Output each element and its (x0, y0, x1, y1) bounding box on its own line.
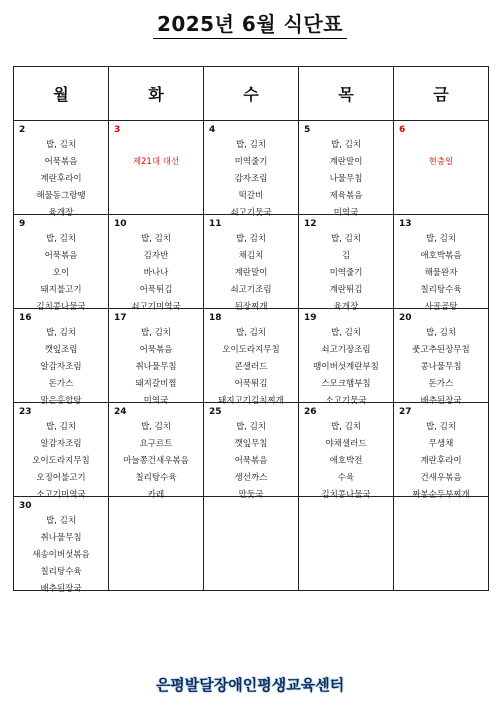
menu-item: 마늘쫑건새우볶음 (123, 456, 189, 466)
menu-item: 해물동그랑땡 (36, 191, 86, 201)
day-cell (109, 121, 204, 215)
menu-list (204, 325, 298, 410)
week-row (14, 403, 489, 497)
menu-item: 밥, 김치 (45, 140, 77, 150)
menu-item: 된장찌개 (234, 302, 268, 312)
day-number: 3 (114, 125, 121, 135)
menu-list (204, 419, 298, 504)
menu-item: 김 (341, 251, 351, 261)
menu-item: 밥, 김치 (425, 234, 457, 244)
menu-item: 밥, 김치 (140, 328, 172, 338)
day-number: 25 (209, 407, 222, 417)
menu-item: 만둣국 (238, 490, 264, 500)
menu-item: 어묵볶음 (44, 251, 78, 261)
menu-item: 취나물무침 (135, 362, 177, 372)
menu-item: 밥, 김치 (330, 234, 362, 244)
menu-item: 계란말이 (329, 157, 363, 167)
day-cell (204, 403, 299, 500)
menu-item: 맑은홍합탕 (40, 396, 82, 406)
day-cell (204, 215, 299, 312)
menu-item: 감자조림 (234, 174, 268, 184)
menu-item: 계란튀김 (329, 285, 363, 295)
weekday-header-wed: 수 (204, 67, 299, 121)
menu-item: 밥, 김치 (140, 422, 172, 432)
day-number: 13 (399, 219, 412, 229)
day-cell (14, 215, 109, 312)
menu-list (299, 325, 393, 410)
day-number: 11 (209, 219, 222, 229)
menu-item: 밥, 김치 (330, 328, 362, 338)
day-cell (109, 215, 204, 312)
day-cell (109, 497, 204, 591)
day-number: 20 (399, 313, 412, 323)
menu-item: 밥, 김치 (140, 234, 172, 244)
menu-item: 새송이버섯볶음 (32, 550, 90, 560)
menu-item: 카레 (147, 490, 165, 500)
menu-item: 배추된장국 (420, 396, 462, 406)
menu-item: 해물완자 (424, 268, 458, 278)
menu-item: 스모크햄부침 (321, 379, 371, 389)
menu-item: 애호박전 (329, 456, 363, 466)
menu-item: 육개장 (333, 302, 359, 312)
day-cell (394, 121, 489, 215)
menu-item: 오이도라지무침 (222, 345, 280, 355)
menu-item: 칠리탕수육 (420, 285, 462, 295)
menu-item: 야채샐러드 (325, 439, 367, 449)
menu-list (204, 231, 298, 316)
menu-item: 쇠고기미역국 (131, 302, 181, 312)
holiday-label (394, 137, 488, 154)
menu-item: 소고기미역국 (36, 490, 86, 500)
menu-item: 김치콩나물국 (36, 302, 86, 312)
menu-item: 밥, 김치 (425, 422, 457, 432)
day-cell (14, 121, 109, 218)
menu-list (109, 419, 203, 504)
menu-item: 소고기뭇국 (325, 396, 367, 406)
day-cell (394, 497, 489, 591)
menu-item: 건새우볶음 (420, 473, 462, 483)
menu-list (14, 419, 108, 504)
menu-item: 오이 (52, 268, 70, 278)
weekday-header-thu: 목 (299, 67, 394, 121)
weekday-header-tue: 화 (109, 67, 204, 121)
menu-item: 밥, 김치 (235, 422, 267, 432)
menu-item: 돼지갈비찜 (135, 379, 177, 389)
menu-item: 무생채 (428, 439, 454, 449)
menu-item: 알감자조림 (40, 362, 82, 372)
day-cell (299, 403, 394, 500)
menu-item: 계란후라이 (40, 174, 82, 184)
footer-wrap (0, 674, 500, 695)
menu-item: 쇠고기장조림 (321, 345, 371, 355)
menu-item: 짜봉순두부찌개 (412, 490, 470, 500)
menu-item: 밥, 김치 (330, 140, 362, 150)
menu-item: 쇠고기뭇국 (230, 208, 272, 218)
menu-item: 요구르트 (139, 439, 173, 449)
weekday-header-row (14, 67, 489, 121)
menu-list (299, 231, 393, 316)
day-cell (394, 309, 489, 406)
menu-item: 바나나 (143, 268, 169, 278)
menu-item: 애호박볶음 (420, 251, 462, 261)
day-number: 18 (209, 313, 222, 323)
menu-item: 밥, 김치 (235, 328, 267, 338)
menu-item: 콘샐러드 (234, 362, 268, 372)
menu-item: 어묵튀김 (139, 285, 173, 295)
menu-item: 밥, 김치 (45, 234, 77, 244)
menu-item: 사골곰탕 (424, 302, 458, 312)
day-cell (299, 215, 394, 312)
menu-list (109, 325, 203, 410)
day-number: 12 (304, 219, 317, 229)
calendar-body (14, 121, 489, 594)
menu-item: 제육볶음 (329, 191, 363, 201)
menu-item: 깻잎무침 (234, 439, 268, 449)
menu-item: 오징어불고기 (36, 473, 86, 483)
menu-item: 떡갈비 (238, 191, 264, 201)
day-cell (204, 309, 299, 406)
menu-item: 팽이버섯계란부침 (313, 362, 379, 372)
day-cell (394, 215, 489, 312)
menu-list (299, 419, 393, 504)
menu-item: 김자반 (143, 251, 169, 261)
day-cell (109, 309, 204, 406)
menu-item: 밥, 김치 (235, 234, 267, 244)
menu-list (109, 231, 203, 316)
day-cell (299, 497, 394, 591)
menu-item: 김치콩나물국 (321, 490, 371, 500)
menu-item: 채김치 (238, 251, 264, 261)
page-title: 2025년 6월 식단표 (153, 8, 347, 39)
weekday-header-mon: 월 (14, 67, 109, 121)
menu-list (14, 325, 108, 410)
menu-list (394, 231, 488, 316)
menu-list (14, 231, 108, 316)
menu-list (14, 137, 108, 222)
menu-list (394, 325, 488, 410)
page-title-wrap (0, 8, 500, 39)
holiday-label: 현충일 (428, 157, 454, 167)
menu-item: 돈가스 (428, 379, 454, 389)
menu-item: 칠리탕수육 (135, 473, 177, 483)
menu-list (14, 513, 108, 598)
day-number: 5 (304, 125, 311, 135)
menu-item: 수육 (337, 473, 355, 483)
week-row (14, 121, 489, 215)
menu-item: 미역국 (143, 396, 169, 406)
menu-item: 알감자조림 (40, 439, 82, 449)
week-row (14, 497, 489, 591)
day-cell (394, 403, 489, 500)
center-name: 은평발달장애인평생교육센터 (155, 676, 345, 694)
menu-item: 밥, 김치 (330, 422, 362, 432)
day-number: 4 (209, 125, 216, 135)
menu-item: 어묵볶음 (44, 157, 78, 167)
menu-item: 생선까스 (234, 473, 268, 483)
menu-item: 계란말이 (234, 268, 268, 278)
menu-item: 쇠고기조림 (230, 285, 272, 295)
menu-list (109, 137, 203, 171)
week-row (14, 309, 489, 403)
day-cell (204, 497, 299, 591)
day-number: 10 (114, 219, 127, 229)
day-number: 27 (399, 407, 412, 417)
day-number: 6 (399, 125, 406, 135)
day-cell (14, 309, 109, 406)
day-number: 19 (304, 313, 317, 323)
day-number: 24 (114, 407, 127, 417)
menu-item: 나물무침 (329, 174, 363, 184)
menu-item: 돼지고기김치찌개 (218, 396, 284, 406)
holiday-label: 제21대 대선 (132, 157, 180, 167)
meal-calendar (13, 66, 489, 594)
day-cell (299, 309, 394, 406)
day-number: 30 (19, 501, 32, 511)
menu-list (204, 137, 298, 222)
menu-item: 미역줄기 (329, 268, 363, 278)
day-number: 16 (19, 313, 32, 323)
holiday-label (109, 137, 203, 154)
menu-list (394, 419, 488, 504)
menu-item: 계란후라이 (420, 456, 462, 466)
day-number: 23 (19, 407, 32, 417)
menu-list (394, 137, 488, 171)
day-number: 9 (19, 219, 26, 229)
menu-item: 돼지불고기 (40, 285, 82, 295)
day-cell (14, 497, 109, 594)
day-cell (14, 403, 109, 500)
menu-item: 오이도라지무침 (32, 456, 90, 466)
menu-item: 밥, 김치 (45, 422, 77, 432)
menu-item: 육개장 (48, 208, 74, 218)
menu-item: 미역국 (333, 208, 359, 218)
menu-item: 취나물무침 (40, 533, 82, 543)
day-cell (204, 121, 299, 218)
day-number: 26 (304, 407, 317, 417)
day-cell (109, 403, 204, 500)
menu-item: 미역줄기 (234, 157, 268, 167)
menu-list (299, 137, 393, 222)
menu-item: 어묵볶음 (139, 345, 173, 355)
menu-item: 밥, 김치 (235, 140, 267, 150)
day-number: 17 (114, 313, 127, 323)
week-row (14, 215, 489, 309)
menu-item: 콩나물무침 (420, 362, 462, 372)
day-number: 2 (19, 125, 26, 135)
menu-item: 어묵튀김 (234, 379, 268, 389)
menu-item: 칠리탕수육 (40, 567, 82, 577)
menu-item: 밥, 김치 (45, 328, 77, 338)
menu-item: 어묵볶음 (234, 456, 268, 466)
menu-item: 풋고추된장무침 (412, 345, 470, 355)
menu-item: 배추된장국 (40, 584, 82, 594)
weekday-header-fri: 금 (394, 67, 489, 121)
menu-item: 밥, 김치 (45, 516, 77, 526)
menu-item: 깻잎조림 (44, 345, 78, 355)
menu-item: 돈가스 (48, 379, 74, 389)
menu-item: 밥, 김치 (425, 328, 457, 338)
day-cell (299, 121, 394, 218)
